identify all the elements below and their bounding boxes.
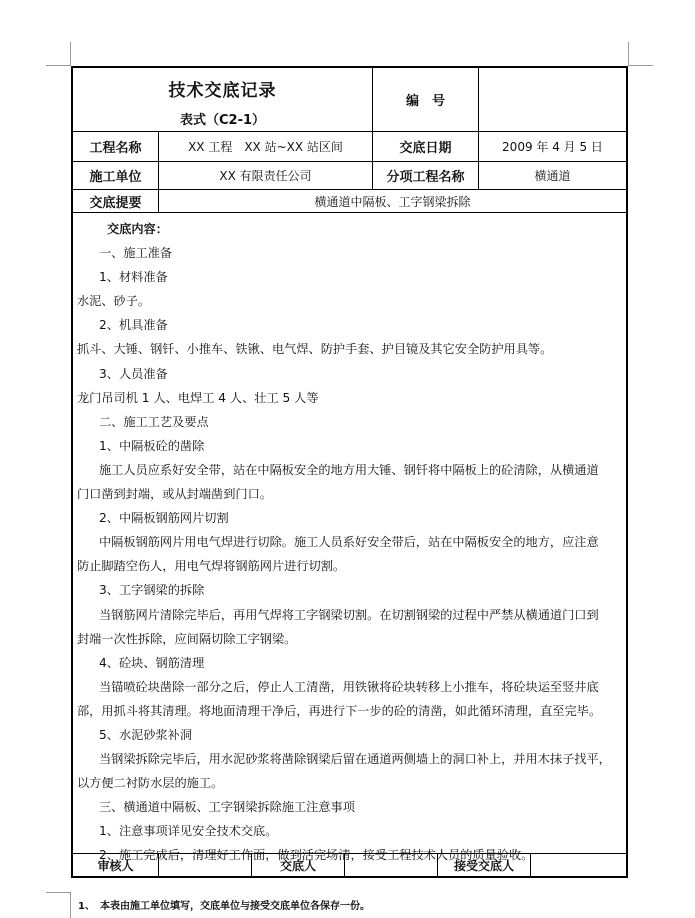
number-label: 编 号	[373, 68, 479, 132]
crop-mark-bottom-left-h	[46, 892, 71, 893]
content-line: 施工人员应系好安全带，站在中隔板安全的地方用大锤、钢钎将中隔板上的砼清除，从横通道	[99, 462, 599, 477]
footer-note: 1、 本表由施工单位填写，交底单位与接受交底单位各保存一份。	[78, 901, 370, 912]
project-name-value[interactable]: XX 工程 XX 站~XX 站区间	[159, 132, 373, 162]
content-line: 2、施工完成后，清理好工作面，做到活完场清，接受工程技术人员的质量验收。	[99, 848, 534, 863]
receiver-label: 接受交底人	[438, 854, 531, 877]
crop-mark-top-left-v	[70, 42, 71, 66]
content-line: 中隔板钢筋网片用电气焊进行切除。施工人员系好安全带后，站在中隔板安全的地方，应注意	[99, 535, 599, 550]
content-line: 三、横通道中隔板、工字钢梁拆除施工注意事项	[99, 800, 355, 815]
unit-value[interactable]: XX 有限责任公司	[159, 162, 373, 190]
summary-value[interactable]: 横通道中隔板、工字钢梁拆除	[159, 190, 627, 213]
content-line: 3、人员准备	[99, 366, 168, 381]
form-title: 技术交底记录	[168, 80, 277, 101]
content-line: 二、施工工艺及要点	[99, 414, 209, 429]
crop-mark-bottom-left-v	[70, 893, 71, 918]
reviewer-label: 审核人	[73, 854, 159, 877]
form-subtitle: 表式（C2-1）	[179, 112, 266, 128]
content-line: 2、中隔板钢筋网片切割	[99, 511, 229, 526]
form-title-cell	[73, 68, 373, 132]
content-line: 封端一次性拆除，应间隔切除工字钢梁。	[77, 631, 297, 646]
content-line: 1、材料准备	[99, 270, 168, 285]
content-line: 2、机具准备	[99, 318, 168, 333]
tech-briefing-record-form	[71, 66, 628, 878]
presenter-label: 交底人	[252, 854, 345, 877]
header-table	[72, 67, 627, 213]
number-field[interactable]	[479, 68, 627, 132]
date-value[interactable]: 2009 年 4 月 5 日	[479, 132, 627, 162]
briefing-content[interactable]	[72, 213, 627, 863]
content-line: 一、施工准备	[99, 246, 173, 261]
content-line: 5、水泥砂浆补洞	[99, 727, 193, 742]
content-line: 3、工字钢梁的拆除	[99, 583, 205, 598]
content-line: 水泥、砂子。	[77, 294, 151, 309]
content-line: 当钢梁拆除完毕后，用水泥砂浆将凿除钢梁后留在通道两侧墙上的洞口补上，并用木抹子找平，	[99, 752, 611, 767]
content-line: 以方便二衬防水层的施工。	[77, 776, 224, 791]
content-line: 4、砼块、钢筋清理	[99, 655, 205, 670]
content-line: 门口凿到封端，或从封端凿到门口。	[77, 487, 272, 502]
content-line: 防止脚踏空伤人，用电气焊将钢筋网片进行切割。	[77, 559, 346, 574]
content-line: 当锚喷砼块凿除一部分之后，停止人工清凿，用铁锹将砼块转移上小推车，将砼块运至竖井底	[99, 679, 599, 694]
unit-label: 施工单位	[73, 162, 159, 190]
content-line: 部，用抓斗将其清理。将地面清理干净后，再进行下一步的砼的清凿，如此循环清理，直至完毕。	[77, 703, 602, 718]
subproject-label: 分项工程名称	[373, 162, 479, 190]
summary-label: 交底提要	[73, 190, 159, 213]
text-cursor	[626, 213, 628, 225]
content-line: 龙门吊司机 1 人、电焊工 4 人、壮工 5 人等	[77, 390, 319, 405]
crop-mark-top-left-h	[46, 65, 71, 66]
project-name-label: 工程名称	[73, 132, 159, 162]
content-line: 1、注意事项详见安全技术交底。	[99, 824, 278, 839]
content-heading: 交底内容：	[107, 222, 168, 236]
subproject-value[interactable]: 横通道	[479, 162, 627, 190]
content-line: 1、中隔板砼的凿除	[99, 438, 205, 453]
crop-mark-top-right-v	[628, 42, 629, 66]
date-label: 交底日期	[373, 132, 479, 162]
content-line: 抓斗、大锤、钢钎、小推车、铁锹、电气焊、防护手套、护目镜及其它安全防护用具等。	[77, 342, 553, 357]
content-line: 当钢筋网片清除完毕后，再用气焊将工字钢梁切割。在切割钢梁的过程中严禁从横通道门口到	[99, 607, 599, 622]
crop-mark-top-right-h	[628, 65, 653, 66]
